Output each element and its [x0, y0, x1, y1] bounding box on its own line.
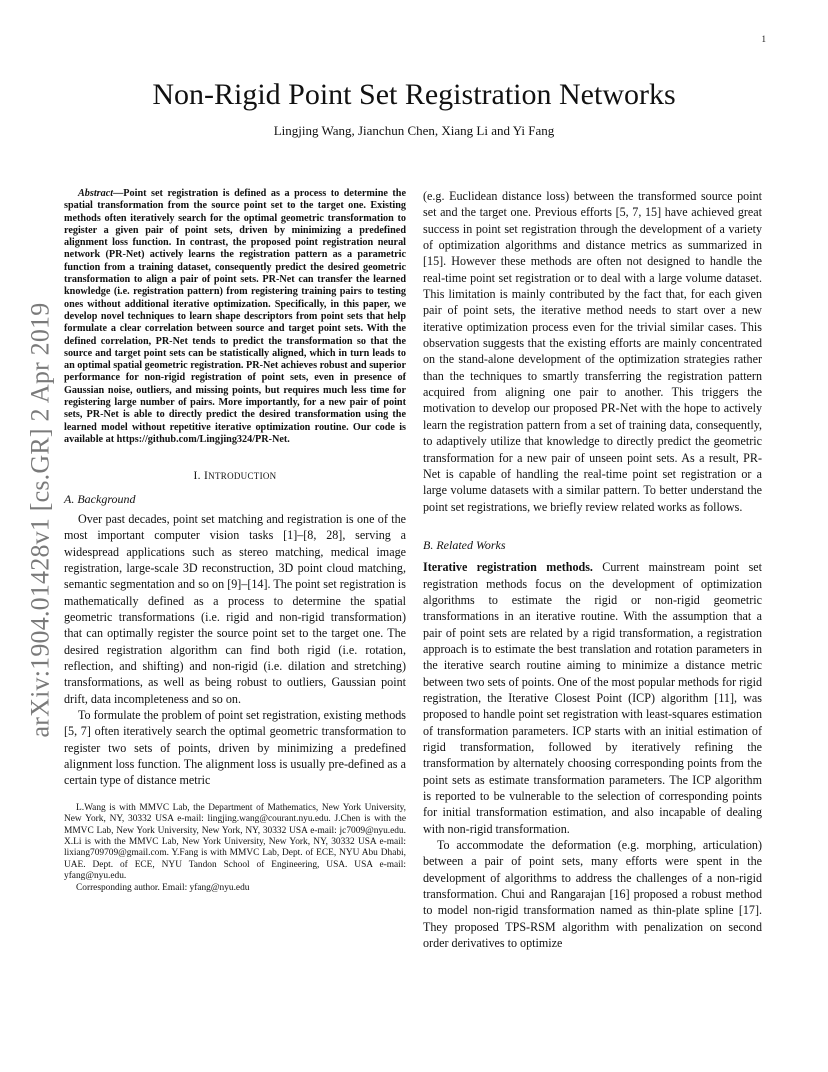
- footnote: [64, 803, 406, 894]
- abstract-lead: Abstract: [78, 188, 114, 199]
- paragraph-iterative-methods: [423, 559, 762, 837]
- section-heading-introduction: [64, 468, 406, 484]
- abstract-text: —Point set registration is defined as a process to determine the spatial transformation from the source point set to the target one. Existing methods often iteratively search for the optimal geometric transformation to register a given pair of point sets, driven by minimizing a predefined alignment loss function. In contrast, the proposed point registration neural network (PR-Net) actively learns the registration pattern as a parametric function from a training dataset, consequently predict the desired geometric transformation to align a pair of point sets. PR-Net can transfer the learned knowledge (i.e. registration pattern) from registering training pairs to testing ones without additional iterative optimization. Specifically, in this paper, we develop novel techniques to learn shape descriptors from point sets that help formulate a clear correlation between source and target point sets. With the defined correlation, PR-Net tends to predict the transformation so that the source and target point sets can be statistically aligned, which in turn leads to an optimal spatial geometric registration. PR-Net achieves robust and superior performance for non-rigid registration of point sets, even in presence of Gaussian noise, outliers, and missing points, but requires much less time for registering large number of pairs. More importantly, for a new pair of point sets, PR-Net is able to directly predict the desired transformation using the learned model without repetitive iterative optimization routine. Our code is available at https://github.com/Lingjing324/PR-Net.: [64, 188, 407, 445]
- section-first-letter: I: [204, 470, 209, 483]
- paragraph-non-rigid: To accommodate the deformation (e.g. morphing, articulation) between a pair of point sets, many efforts were spent in the development of algorithms to address the challenges of a non-rigid transformation. Chui and Rangarajan [16] proposed a robust method to model non-rigid transformation named as thin-plate spline [17]. They proposed TPS-RSM algorithm with penalization on second order derivatives to optimize: [423, 838, 762, 951]
- paper-title: Non-Rigid Point Set Registration Networks: [152, 78, 676, 111]
- author-list: Lingjing Wang, Jianchun Chen, Xiang Li and Yi Fang: [273, 123, 555, 138]
- paragraph-background-2-continued: (e.g. Euclidean distance loss) between the transformed source point set and the target one. Previous efforts [5, 7, 15] have achieved great success in point set registration through the development of a variety of optimization algorithms and distance metrics as summarized in [15]. However these methods are often not designed to handle the real-time point set registration or to deal with a large volume dataset. This limitation is mainly contributed by the fact that, for each given pair of point sets, the iterative method needs to start over a new iterative optimization process even for the trivial similar cases. This observation suggests that the existing efforts are mainly concentrated on the stand-alone development of the optimization strategies rather than the techniques to smartly transferring the registration pattern acquired from aligning one pair to another. This triggers the motivation to develop our proposed PR-Net with the hope to actively learn the registration pattern from a set of training data, consequently, to adaptively utilize that knowledge to directly predict the geometric transformation for a new pair of unseen point sets. As a result, PR-Net is capable of handling the real-time point set registration or a large volume datasets with a similar pattern. To better understand the point set registrations, we briefly review related works as follows.: [423, 189, 762, 514]
- paragraph-background-2: To formulate the problem of point set registration, existing methods [5, 7] often iteratively search the optimal geometric transformation to register two sets of points, driven by minimizing a predefined alignment loss function. The alignment loss is usually pre-defined as a certain type of distance metric: [64, 708, 406, 788]
- paragraph-background-1: Over past decades, point set matching and registration is one of the most important computer vision tasks [1]–[8, 28], serving a widespread applications such as stereo matching, medical image registration, large-scale 3D reconstruction, 3D point cloud matching, semantic segmentation and so on [9]–[14]. The point set registration is mathematically defined as a process to determine the spatial geometric transformations (i.e. rigid and non-rigid transformation) that can optimally register the source point set to the target one. The desired registration algorithm can find both rigid (i.e. rotation, reflection, and shifting) and non-rigid (i.e. dilation and stretching) transformations, as well as being robust to outliers, Gaussian point drift, data incompleteness and so on.: [64, 511, 406, 706]
- footnote-corresponding: Corresponding author. Email: yfang@nyu.edu: [76, 882, 250, 893]
- footnote-affiliations: L.Wang is with MMVC Lab, the Department of Mathematics, New York University, New York, NY, 30332 USA e-mail: lingjing.wang@courant.nyu.edu. J.Chen is with the MMVC Lab, New York University, New York, NY, 30332 USA e-mail: jc7009@nyu.edu. X.Li is with the MMVC Lab, New York University, New York, NY, 30332 USA e-mail: lixiang709709@gmail.com. Y.Fang is with MMVC Lab, Dept. of ECE, NYU Abu Dhabi, UAE. Dept. of ECE, NYU Tandon School of Engineering, USA. USA e-mail: yfang@nyu.edu.: [64, 802, 406, 882]
- left-column: [64, 188, 406, 894]
- arxiv-stamp-text: arXiv:1904.01428v1 [cs.GR] 2 Apr 2019: [25, 302, 55, 738]
- iterative-methods-text: Current mainstream point set registration methods focus on the development of optimization algorithms to estimate the rigid or non-rigid geometric transformations in an iterative routine. With the assumption that a pair of point sets are related by a rigid transformation, a registration approach is to estimate the best translation and rotation parameters in the iterative search routine aiming to minimize a distance metric between two sets of points. One of the most popular methods for rigid registration, the Iterative Closest Point (ICP) algorithm [11], was proposed to handle point set registration with least-squares estimation of transformation parameters. ICP starts with an initial estimation of rigid transformation, followed by iteratively refining the transformation by alternately choosing corresponding points from the point sets as estimate transformation parameters. The ICP algorithm is reported to be vulnerable to the selection of corresponding points for initial transformation estimation, and also incapable of dealing with non-rigid transformation.: [423, 560, 763, 836]
- page-number: 1: [761, 34, 766, 44]
- subsection-heading-related-works: B. Related Works: [423, 537, 506, 552]
- abstract: [64, 188, 406, 446]
- iterative-methods-runin: Iterative registration methods.: [423, 560, 593, 575]
- section-title-rest: NTRODUCTION: [208, 471, 277, 482]
- section-number: I.: [193, 470, 201, 483]
- arxiv-stamp: [20, 290, 60, 750]
- right-column: [423, 188, 762, 951]
- subsection-heading-background: A. Background: [64, 491, 136, 506]
